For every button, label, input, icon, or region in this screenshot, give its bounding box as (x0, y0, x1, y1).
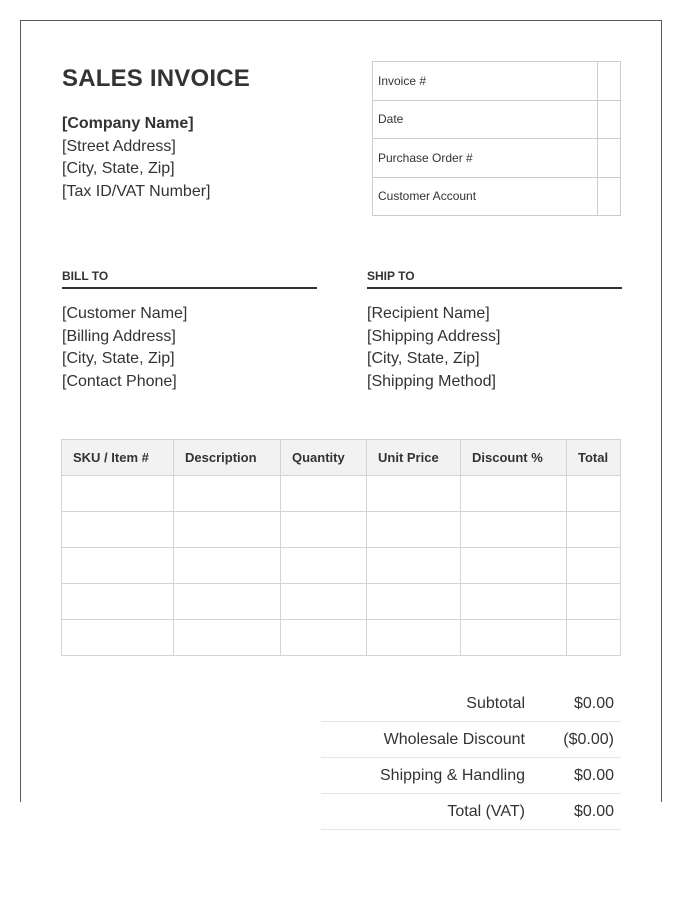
meta-row-customer-account (373, 177, 621, 216)
bill-to-line[interactable]: [Customer Name] (62, 305, 188, 322)
totals-row-discount (321, 722, 621, 758)
table-cell[interactable] (62, 476, 174, 512)
table-cell[interactable] (281, 584, 367, 620)
column-header-unit-price: Unit Price (367, 440, 461, 476)
totals-label: Wholesale Discount (383, 730, 525, 748)
meta-value-field[interactable] (598, 139, 621, 178)
table-cell[interactable] (62, 620, 174, 656)
totals-row-shipping (321, 758, 621, 794)
ship-to-line[interactable]: [Shipping Address] (367, 327, 501, 345)
table-cell[interactable] (461, 548, 567, 584)
company-info (62, 113, 210, 203)
table-cell[interactable] (62, 548, 174, 584)
company-street[interactable]: [Street Address] (62, 137, 176, 155)
bill-to-line[interactable]: [Contact Phone] (62, 372, 177, 390)
company-tax-id[interactable]: [Tax ID/VAT Number] (62, 182, 211, 200)
table-cell[interactable] (567, 620, 621, 656)
table-cell[interactable] (62, 512, 174, 548)
bill-to-line[interactable]: [Billing Address] (62, 327, 176, 345)
table-cell[interactable] (367, 476, 461, 512)
table-cell[interactable] (567, 584, 621, 620)
ship-to-line[interactable]: [Recipient Name] (367, 305, 490, 322)
table-cell[interactable] (174, 548, 281, 584)
table-cell[interactable] (174, 584, 281, 620)
table-row (62, 620, 621, 656)
totals-label: Shipping & Handling (380, 766, 525, 784)
column-header-description: Description (174, 440, 281, 476)
column-header-quantity: Quantity (281, 440, 367, 476)
invoice-sheet (20, 20, 662, 820)
totals-value: $0.00 (573, 694, 614, 712)
column-header-sku: SKU / Item # (62, 440, 174, 476)
invoice-title: SALES INVOICE (62, 65, 250, 92)
table-cell[interactable] (367, 584, 461, 620)
table-row (62, 548, 621, 584)
table-cell[interactable] (281, 476, 367, 512)
table-row (62, 512, 621, 548)
table-cell[interactable] (461, 620, 567, 656)
table-cell[interactable] (281, 548, 367, 584)
table-cell[interactable] (174, 620, 281, 656)
table-cell[interactable] (461, 584, 567, 620)
table-cell[interactable] (367, 620, 461, 656)
company-name[interactable]: [Company Name] (62, 115, 194, 132)
line-items-table (61, 439, 621, 656)
ship-to-heading: SHIP TO (367, 269, 622, 289)
table-cell[interactable] (62, 584, 174, 620)
bill-to-heading: BILL TO (62, 269, 317, 289)
table-cell[interactable] (174, 512, 281, 548)
table-row (62, 584, 621, 620)
ship-to-address (367, 303, 500, 393)
meta-row-purchase-order (373, 139, 621, 178)
ship-to-line[interactable]: [Shipping Method] (367, 372, 496, 390)
totals-value: $0.00 (573, 766, 614, 784)
meta-label: Invoice # (373, 62, 598, 101)
table-cell[interactable] (567, 548, 621, 584)
bill-to-address (62, 303, 187, 393)
totals-row-subtotal (321, 686, 621, 722)
table-cell[interactable] (281, 620, 367, 656)
totals-value: $0.00 (573, 802, 614, 820)
meta-value-field[interactable] (598, 177, 621, 216)
meta-label: Date (373, 100, 598, 139)
totals-section (321, 686, 621, 830)
column-header-discount: Discount % (461, 440, 567, 476)
table-cell[interactable] (367, 548, 461, 584)
ship-to-line[interactable]: [City, State, Zip] (367, 350, 480, 367)
column-header-total: Total (567, 440, 621, 476)
table-cell[interactable] (461, 512, 567, 548)
meta-row-date (373, 100, 621, 139)
meta-label: Customer Account (373, 177, 598, 216)
totals-label: Total (VAT) (447, 802, 525, 820)
table-cell[interactable] (281, 512, 367, 548)
invoice-meta-table (372, 61, 621, 216)
table-cell[interactable] (567, 512, 621, 548)
meta-value-field[interactable] (598, 100, 621, 139)
totals-value: ($0.00) (563, 730, 614, 748)
table-cell[interactable] (367, 512, 461, 548)
table-cell[interactable] (174, 476, 281, 512)
table-cell[interactable] (567, 476, 621, 512)
table-header-row (62, 440, 621, 476)
meta-label: Purchase Order # (373, 139, 598, 178)
bill-to-line[interactable]: [City, State, Zip] (62, 350, 175, 367)
table-cell[interactable] (461, 476, 567, 512)
table-row (62, 476, 621, 512)
totals-label: Subtotal (466, 694, 525, 712)
company-city[interactable]: [City, State, Zip] (62, 160, 175, 177)
meta-row-invoice-number (373, 62, 621, 101)
totals-row-total (321, 794, 621, 830)
meta-value-field[interactable] (598, 62, 621, 101)
